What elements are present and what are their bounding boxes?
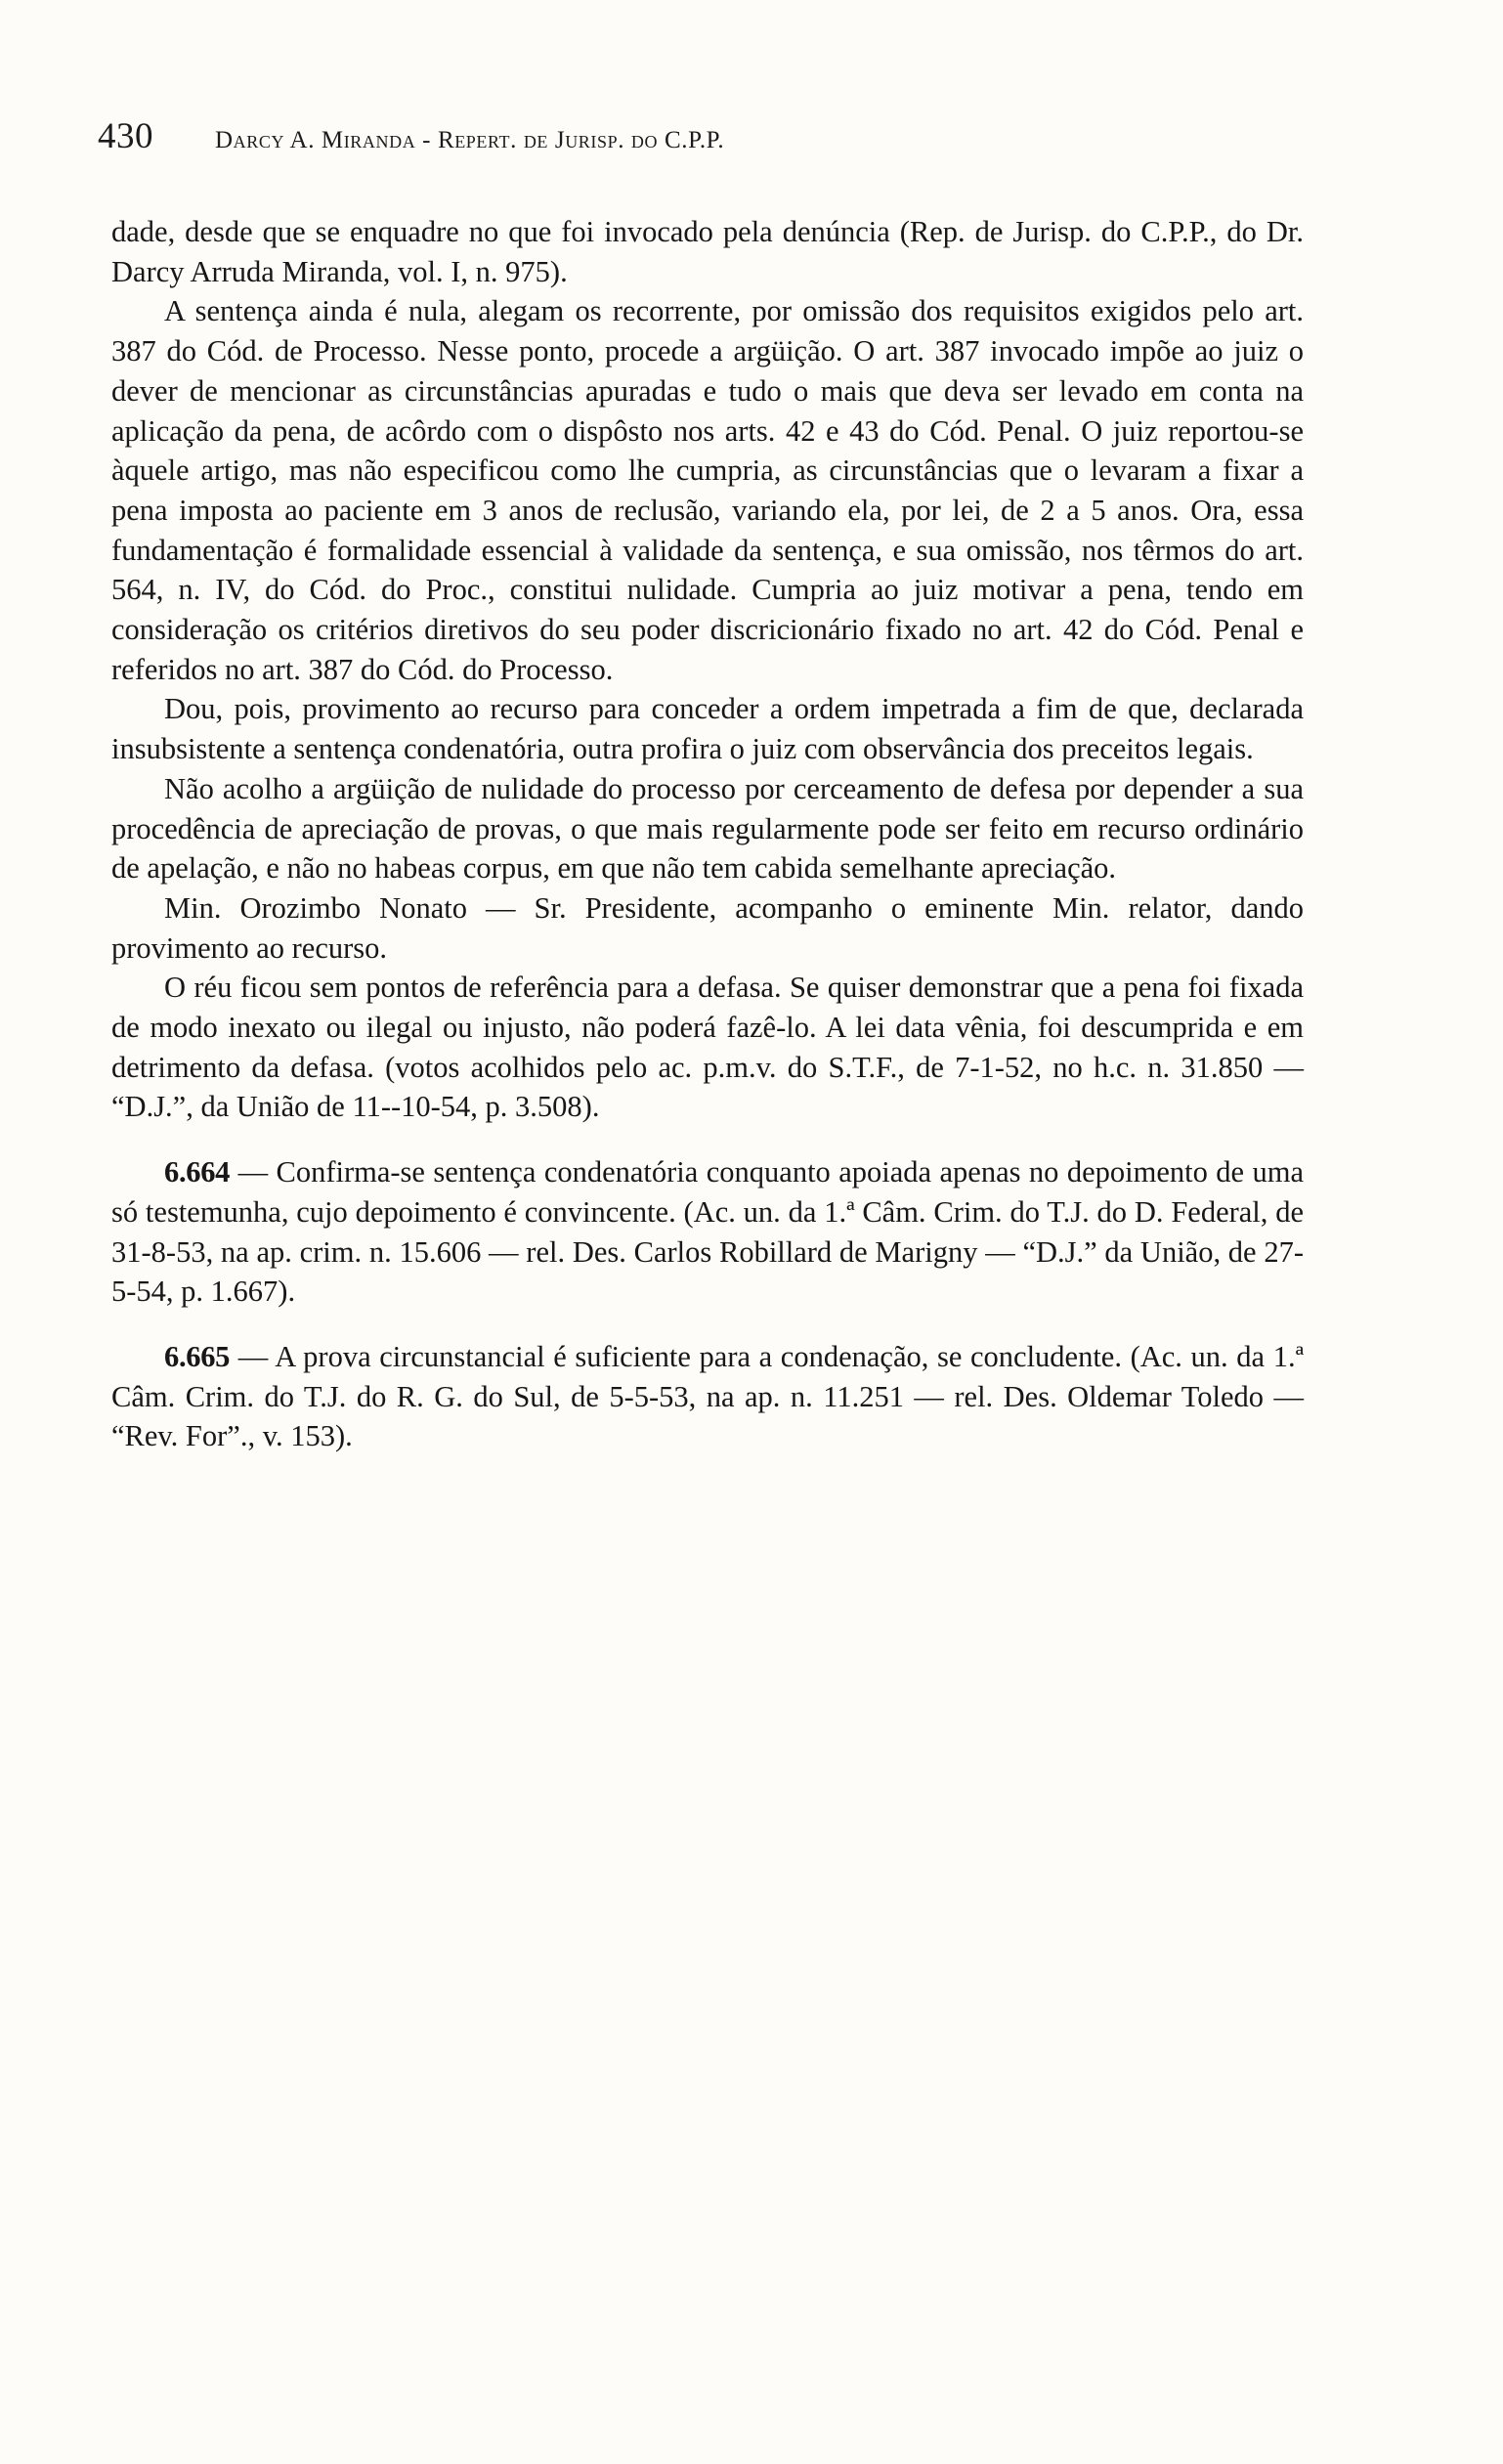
running-head: Darcy A. Miranda - Repert. de Jurisp. do C.P.P. — [215, 127, 725, 153]
page-content — [94, 115, 1364, 1456]
paragraph-6: O réu ficou sem pontos de referência para a defasa. Se quiser demonstrar que a pena foi fixada de modo inexato ou ilegal ou injusto, não poderá fazê-lo. A lei data vênia, foi descumprida e em detrimento da defasa. (votos acolhidos pelo ac. p.m.v. do S.T.F., de 7-1-52, no h.c. n. 31.850 — “D.J.”, da União de 11--10-54, p. 3.508). — [111, 971, 1304, 1124]
entry-6665 — [111, 1337, 1304, 1456]
paragraph-4: Não acolho a argüição de nulidade do processo por cerceamento de defesa por depender a sua procedência de apreciação de provas, o que mais regularmente pode ser feito em recurso ordinário de apelação, e não no habeas corpus, em que não tem cabida semelhante apreciação. — [111, 771, 1304, 886]
entry-body: — Confirma-se sentença condenatória conquanto apoiada apenas no depoimento de uma só testemunha, cujo depoimento é convincente. (Ac. un. da 1.ª Câm. Crim. do T.J. do D. Federal, de 31-8-53, na ap. crim. n. 15.606 — rel. Des. Carlos Robillard de Marigny — “D.J.” da União, de 27-5-54, p. 1.667). — [111, 1155, 1304, 1309]
paragraph-5: Min. Orozimbo Nonato — Sr. Presidente, acompanho o eminente Min. relator, dando provimento ao recurso. — [111, 890, 1304, 965]
body-text — [111, 212, 1304, 1456]
entry-body: — A prova circunstancial é suficiente para a condenação, se concludente. (Ac. un. da 1.ª Câm. Crim. do T.J. do R. G. do Sul, de 5-5-53, na ap. n. 11.251 — rel. Des. Oldemar Toledo — “Rev. For”., v. 153). — [111, 1339, 1304, 1453]
entry-6664 — [111, 1152, 1304, 1312]
paragraph-3: Dou, pois, provimento ao recurso para conceder a ordem impetrada a fim de que, declarada insubsistente a sentença condenatória, outra profira o juiz com observância dos preceitos legais. — [111, 692, 1304, 766]
paragraph-1: dade, desde que se enquadre no que foi invocado pela denúncia (Rep. de Jurisp. do C.P.P., do Dr. Darcy Arruda Miranda, vol. I, n. 975). — [111, 215, 1304, 288]
page-folio: 430 — [98, 116, 153, 156]
paragraph-2: A sentença ainda é nula, alegam os recorrente, por omissão dos requisitos exigidos pelo art. 387 do Cód. de Processo. Nesse ponto, procede a argüição. O art. 387 invocado impõe ao juiz o dever de mencionar as circunstâncias apuradas e tudo o mais que deva ser levado em conta na aplicação da pena, de acôrdo com o dispôsto nos arts. 42 e 43 do Cód. Penal. O juiz reportou-se àquele artigo, mas não especificou como lhe cumpria, as circunstâncias que o levaram a fixar a pena imposta ao paciente em 3 anos de reclusão, variando ela, por lei, de 2 a 5 anos. Ora, essa fundamentação é formalidade essencial à validade da sentença, e sua omissão, nos têrmos do art. 564, n. IV, do Cód. do Proc., constitui nulidade. Cumpria ao juiz motivar a pena, tendo em consideração os critérios diretivos do seu poder discricionário fixado no art. 42 do Cód. Penal e referidos no art. 387 do Cód. do Processo. — [111, 294, 1304, 686]
entry-number: 6.665 — [164, 1339, 231, 1373]
page-header — [94, 115, 1364, 157]
entry-number: 6.664 — [164, 1155, 231, 1189]
